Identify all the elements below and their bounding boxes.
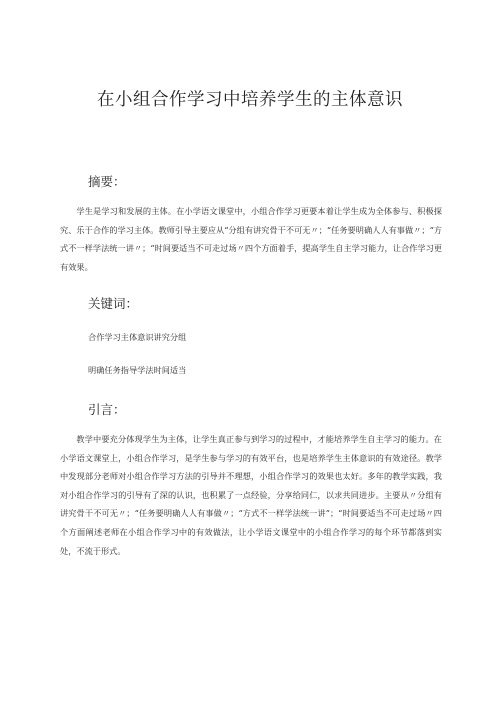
- keywords-line-2: 明确任务指导学法时间适当: [88, 365, 187, 375]
- introduction-heading: 引言：: [88, 402, 126, 417]
- introduction-text: 教学中要充分体现学生为主体，让学生真正参与到学习的过程中，才能培养学生自主学习的能力。在小学语文课堂上，小组合作学习，是学生参与学习的有效平台，也是培养学生主体意识的有效途径。教学中发现部分老师对小组合作学习方法的引导并不理想，小组合作学习的效果也太好。多年的教学实践，我对小组合作学习的引导有了深的认识，也积累了一点经验，分享给同仁，以求共同进步。主要从〃分组有讲究骨干不可无〃；“任务要明确人人有事做〃；“方式不一样学法统一讲”；“时间要适当不可走过场〃四个方面阐述老师在小组合作学习中的有效做法，让小学语文课堂中的小组合作学习的每个环节都落到实处，不流于形式。: [60, 434, 442, 556]
- abstract-heading: 摘要：: [88, 174, 126, 189]
- document-title: 在小组合作学习中培养学生的主体意识: [97, 90, 403, 110]
- keywords-line-1: 合作学习主体意识讲究分组: [88, 332, 187, 342]
- abstract-text: 学生是学习和发展的主体。在小学语文课堂中，小组合作学习更要本着让学生成为全体参与、积极探究、乐于合作的学习主体。教师引导主要应从“分组有讲究骨干不可无〃；“任务要明确人人有事做〃；“方式不一样学法统一讲〃；“时间要适当不可走过场〃四个方面着手，提高学生自主学习能力，让合作学习更有效果。: [60, 206, 442, 272]
- keywords-heading: 关键词：: [88, 296, 139, 311]
